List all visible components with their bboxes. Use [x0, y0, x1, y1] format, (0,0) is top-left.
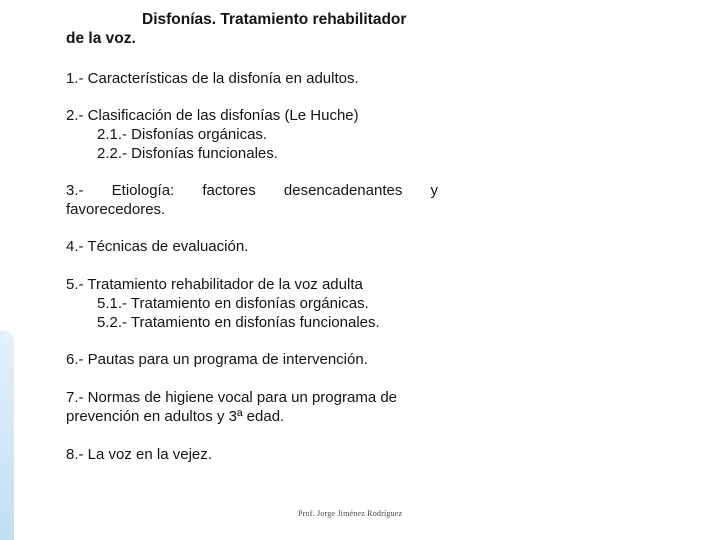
title-line-2: de la voz. [66, 30, 136, 47]
item-5-1: 5.1.- Tratamiento en disfonías orgánicas. [97, 295, 369, 312]
item-3-line-2: favorecedores. [66, 201, 166, 218]
document-title [66, 10, 446, 48]
item-2-1: 2.1.- Disfonías orgánicas. [97, 126, 268, 143]
item-3-line-1 [66, 182, 438, 200]
item-7-line-1: 7.- Normas de higiene vocal para un programa de [66, 389, 398, 406]
item-6: 6.- Pautas para un programa de intervención. [66, 351, 368, 368]
author-footer: Prof. Jorge Jiménez Rodríguez [298, 509, 403, 518]
item-7-line-2: prevención en adultos y 3ª edad. [66, 408, 285, 425]
item-8: 8.- La voz en la vejez. [66, 446, 212, 463]
item-3-word: Etiología: [111, 182, 175, 199]
item-5: 5.- Tratamiento rehabilitador de la voz adulta [66, 276, 363, 293]
item-2: 2.- Clasificación de las disfonías (Le Huche) [66, 107, 359, 124]
item-3-word: 3.- [66, 182, 84, 199]
item-3-word: factores [202, 182, 256, 199]
item-3-word: y [430, 182, 438, 199]
item-5-2: 5.2.- Tratamiento en disfonías funcionales. [97, 314, 380, 331]
item-4: 4.- Técnicas de evaluación. [66, 238, 249, 255]
item-1: 1.- Características de la disfonía en adultos. [66, 70, 359, 87]
title-line-1: Disfonías. Tratamiento rehabilitador [142, 11, 407, 28]
item-2-2: 2.2.- Disfonías funcionales. [97, 145, 278, 162]
item-3-word: desencadenantes [283, 182, 403, 199]
